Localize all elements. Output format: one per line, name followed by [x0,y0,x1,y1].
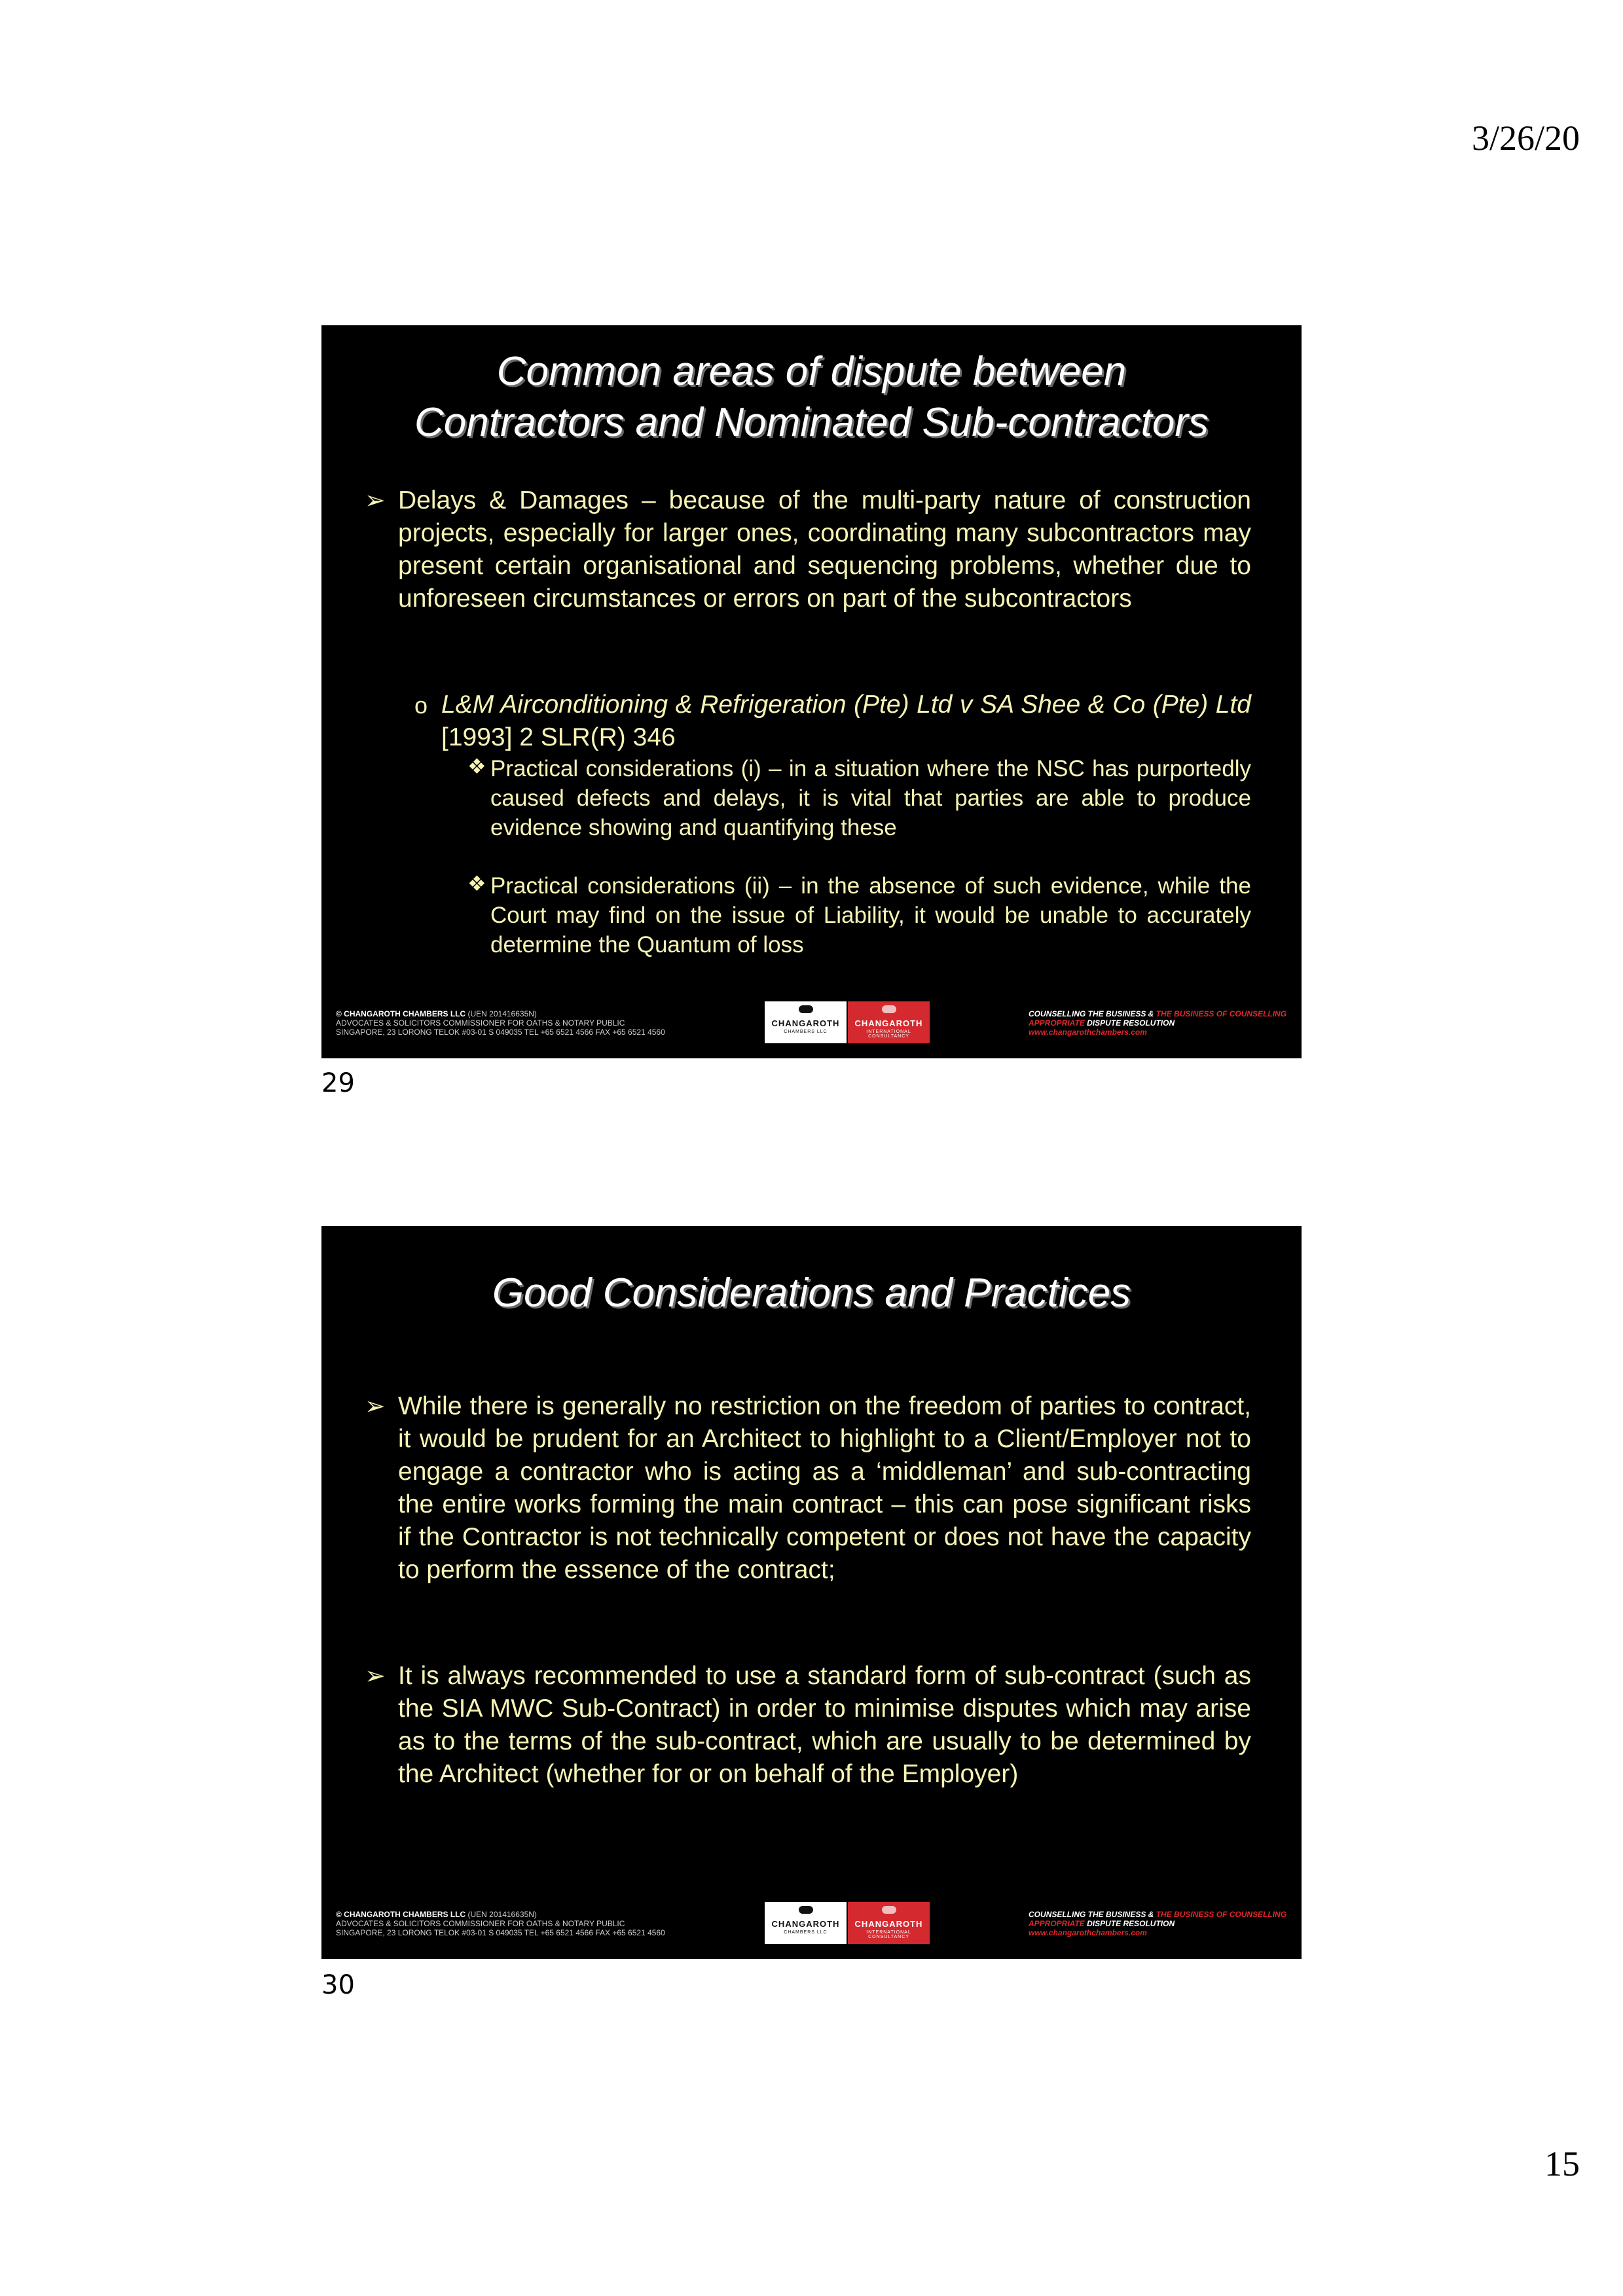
footer-brand: © CHANGAROTH CHAMBERS LLC [336,1910,466,1919]
bullet-delays-damages: Delays & Damages – because of the multi-party nature of construction projects, especially for larger ones, coordinating many subcontractors may present certain organisational and sequencing problems, whether due to unforeseen circumstances or errors on part of the subcontractors [398,486,1251,613]
changaroth-consultancy-logo: CHANGAROTH INTERNATIONAL CONSULTANCY [848,1001,930,1043]
practical-consideration-1: Practical considerations (i) – in a situation where the NSC has purportedly caused defects and delays, it is vital that parties are able to produce evidence showing and quantifying these [490,756,1251,840]
footer-uen: (UEN 201416635N) [467,1009,537,1018]
slide-30 [321,1226,1302,1959]
slide-footer [321,1902,1302,1954]
footer-brand: © CHANGAROTH CHAMBERS LLC [336,1009,466,1018]
changaroth-consultancy-logo: CHANGAROTH INTERNATIONAL CONSULTANCY [848,1902,930,1944]
slide-footer [321,1001,1302,1054]
slide-title [321,346,1302,448]
slide-29 [321,325,1302,1058]
footer-tagline: COUNSELLING THE BUSINESS & THE BUSINESS OF COUNSELLING APPROPRIATE DISPUTE RESOLUTION www.changarothchambers.com [1029,1009,1287,1037]
footer-address: SINGAPORE, 23 LORONG TELOK #03-01 S 049035 TEL +65 6521 4566 FAX +65 6521 4560 [336,1028,665,1037]
bullet-middleman: While there is generally no restriction on the freedom of parties to contract, it would be prudent for an Architect to highlight to a Client/Employer not to engage a contractor who is acting as a ‘middleman’ and sub-contracting the entire works forming the main contract – this can pose significant risks if the Contractor is not technically competent or does not have the capacity to perform the essence of the contract; [398,1392,1251,1584]
arrow-bullet-icon: ➢ [365,487,386,514]
circle-bullet-icon: o [414,692,428,719]
footer-firm-info [336,1009,665,1037]
diamond-bullet-icon: ❖ [467,872,486,895]
slide-title: Good Considerations and Practices [492,1270,1131,1316]
slide-title-line1: Common areas of dispute between [496,349,1127,394]
practical-consideration-2: Practical considerations (ii) – in the absence of such evidence, while the Court may find on the issue of Liability, it would be unable to accurately determine the Quantum of loss [490,873,1251,958]
page-number: 15 [1544,2144,1580,2183]
arrow-bullet-icon: ➢ [365,1393,386,1420]
logo-mark-icon [799,1906,813,1914]
footer-line2: ADVOCATES & SOLICITORS COMMISSIONER FOR OATHS & NOTARY PUBLIC [336,1919,625,1928]
slide-title-line2: Contractors and Nominated Sub-contractors [414,400,1209,445]
footer-address: SINGAPORE, 23 LORONG TELOK #03-01 S 049035 TEL +65 6521 4566 FAX +65 6521 4560 [336,1928,665,1937]
print-date: 3/26/20 [1471,118,1580,158]
footer-website: www.changarothchambers.com [1029,1928,1147,1937]
footer-firm-info [336,1910,665,1937]
case-reference: [1993] 2 SLR(R) 346 [441,723,676,751]
slide-number: 29 [321,1068,355,1098]
footer-uen: (UEN 201416635N) [467,1910,537,1919]
footer-tagline: COUNSELLING THE BUSINESS & THE BUSINESS OF COUNSELLING APPROPRIATE DISPUTE RESOLUTION www.changarothchambers.com [1029,1910,1287,1937]
case-name: L&M Airconditioning & Refrigeration (Pte) Ltd v SA Shee & Co (Pte) Ltd [441,691,1251,719]
slide-number: 30 [321,1970,355,2000]
logo-mark-icon [882,1005,896,1013]
footer-website: www.changarothchambers.com [1029,1028,1147,1037]
case-citation [441,689,1251,754]
logo-mark-icon [799,1005,813,1013]
diamond-bullet-icon: ❖ [467,755,486,778]
changaroth-chambers-logo: CHANGAROTH CHAMBERS LLC [765,1001,847,1043]
logo-mark-icon [882,1906,896,1914]
arrow-bullet-icon: ➢ [365,1662,386,1690]
changaroth-chambers-logo: CHANGAROTH CHAMBERS LLC [765,1902,847,1944]
footer-line2: ADVOCATES & SOLICITORS COMMISSIONER FOR OATHS & NOTARY PUBLIC [336,1018,625,1028]
bullet-standard-form: It is always recommended to use a standard form of sub-contract (such as the SIA MWC Sub-Contract) in order to minimise disputes which may arise as to the terms of the sub-contract, which are usually to be determined by the Architect (whether for or on behalf of the Employer) [398,1662,1251,1788]
